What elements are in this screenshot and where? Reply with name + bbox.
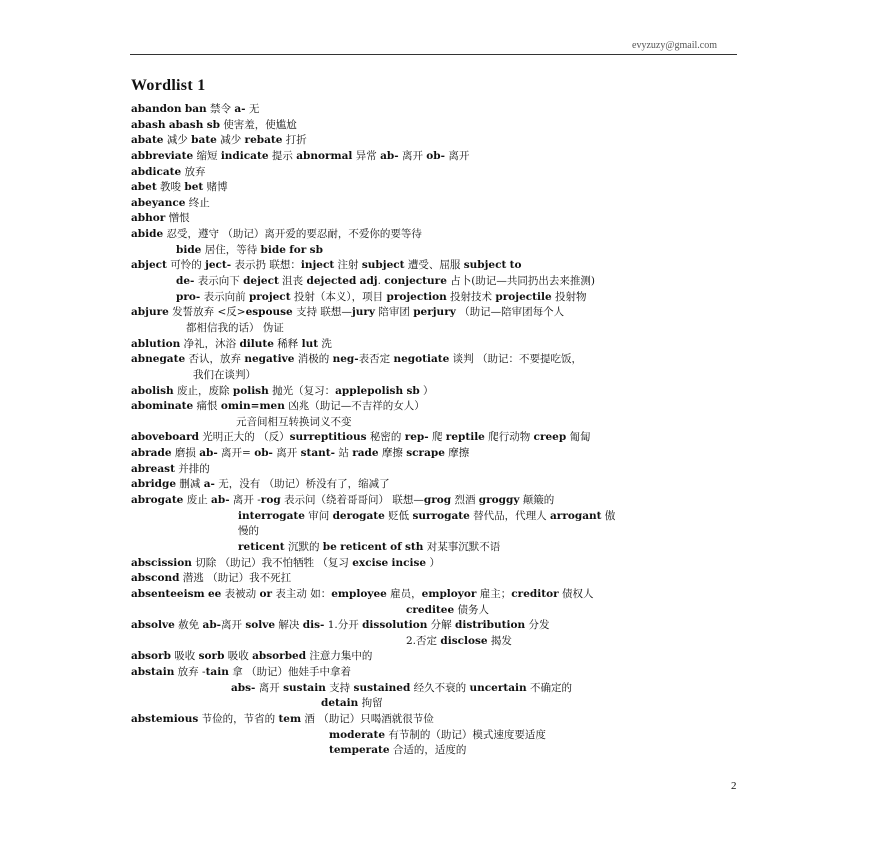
entry-line: absorb 吸收 sorb 吸收 absorbed 注意力集中的 xyxy=(131,650,373,663)
header-rule xyxy=(130,54,737,55)
page-number: 2 xyxy=(731,780,737,792)
entry-line: 都相信我的话） 伪证 xyxy=(186,321,284,334)
entry-line: abrogate 废止 ab- 离开 -rog 表示问（绕着哥哥问） 联想—grog 烈酒 groggy 颠簸的 xyxy=(131,494,555,507)
entry-line: abet 教唆 bet 赌博 xyxy=(131,181,228,194)
entry-line: abate 减少 bate 减少 rebate 打折 xyxy=(131,134,307,147)
entry-line: 我们在谈判） xyxy=(193,368,256,381)
entry-line: abjure 发誓放弃 <反>espouse 支持 联想—jury 陪审团 perjury （助记—陪审团每个人 xyxy=(131,306,565,319)
entry-line: abandon ban 禁令 a- 无 xyxy=(131,103,260,115)
entry-line: de- 表示向下 deject 沮丧 dejected adj. conjecture 占卜(助记—共同扔出去来推测) xyxy=(176,275,595,288)
entry-line: abnegate 否认，放弃 negative 消极的 neg-表否定 negotiate 谈判 （助记：不要提吃饭， xyxy=(131,353,582,366)
entry-line: temperate 合适的，适度的 xyxy=(329,744,467,757)
entry-line: abreast 并排的 xyxy=(131,462,210,475)
entry-line: absolve 赦免 ab-离开 solve 解决 dis- 1.分开 dissolution 分解 distribution 分发 xyxy=(131,619,550,632)
entry-line: abject 可怜的 ject- 表示扔 联想：inject 注射 subject 遭受、屈服 subject to xyxy=(131,259,522,272)
entry-line: abdicate 放弃 xyxy=(131,165,206,178)
entry-line: 2.否定 disclose 揭发 xyxy=(406,634,512,647)
entry-line: abide 忍受，遵守 （助记）离开爱的要忍耐，不爱你的要等待 xyxy=(131,228,422,241)
header-email: evyzuzy@gmail.com xyxy=(632,40,718,51)
entry-line: abscond 潜逃 （助记）我不死扛 xyxy=(131,572,292,585)
entry-line: 元音间相互转换词义不变 xyxy=(236,415,352,428)
entry-line: abridge 删减 a- 无，没有 （助记）桥没有了，缩减了 xyxy=(131,478,390,491)
entry-line: reticent 沉默的 be reticent of sth 对某事沉默不语 xyxy=(238,540,501,553)
entry-line: abeyance 终止 xyxy=(131,196,210,209)
entry-line: abscission 切除 （助记）我不怕牺牲 （复习 excise incise ） xyxy=(131,556,440,569)
entry-line: abrade 磨损 ab- 离开= ob- 离开 stant- 站 rade 摩擦 scrape 摩擦 xyxy=(131,447,470,460)
entry-line: ablution 净礼，沐浴 dilute 稀释 lut 洗 xyxy=(131,337,332,350)
entry-line: abstemious 节俭的，节省的 tem 酒 （助记）只喝酒就很节俭 xyxy=(131,712,434,725)
entry-line: abbreviate 缩短 indicate 提示 abnormal 异常 ab- 离开 ob- 离开 xyxy=(131,149,470,162)
entry-line: abstain 放弃 -tain 拿 （助记）他娃手中拿着 xyxy=(131,666,352,679)
page-title: Wordlist 1 xyxy=(131,77,206,94)
entry-line: abhor 憎恨 xyxy=(131,212,190,225)
entry-line: 慢的 xyxy=(238,525,259,538)
entry-line: abs- 离开 sustain 支持 sustained 经久不衰的 uncertain 不确定的 xyxy=(231,681,572,694)
entry-line: pro- 表示向前 project 投射（本义），项目 projection 投射技术 projectile 投射物 xyxy=(176,290,587,303)
entry-line: moderate 有节制的（助记）模式速度要适度 xyxy=(329,728,546,741)
entry-line: bide 居住，等待 bide for sb xyxy=(176,243,323,256)
entry-line: detain 拘留 xyxy=(321,697,383,710)
entry-line: aboveboard 光明正大的 （反）surreptitious 秘密的 rep- 爬 reptile 爬行动物 creep 匍匐 xyxy=(131,431,591,444)
entry-line: interrogate 审问 derogate 贬低 surrogate 替代品，代理人 arrogant 傲 xyxy=(238,509,616,522)
entry-line: creditee 债务人 xyxy=(406,603,489,616)
entry-line: absenteeism ee 表被动 or 表主动 如：employee 雇员，employor 雇主；creditor 债权人 xyxy=(131,587,594,600)
entry-line: abominate 痛恨 omin=men 凶兆（助记—不吉祥的女人） xyxy=(131,400,425,413)
wordlist-body xyxy=(131,102,739,759)
entry-line: abolish 废止，废除 polish 抛光（复习：applepolish sb ） xyxy=(131,384,434,397)
entry-line: abash abash sb 使害羞，使尴尬 xyxy=(131,118,297,131)
